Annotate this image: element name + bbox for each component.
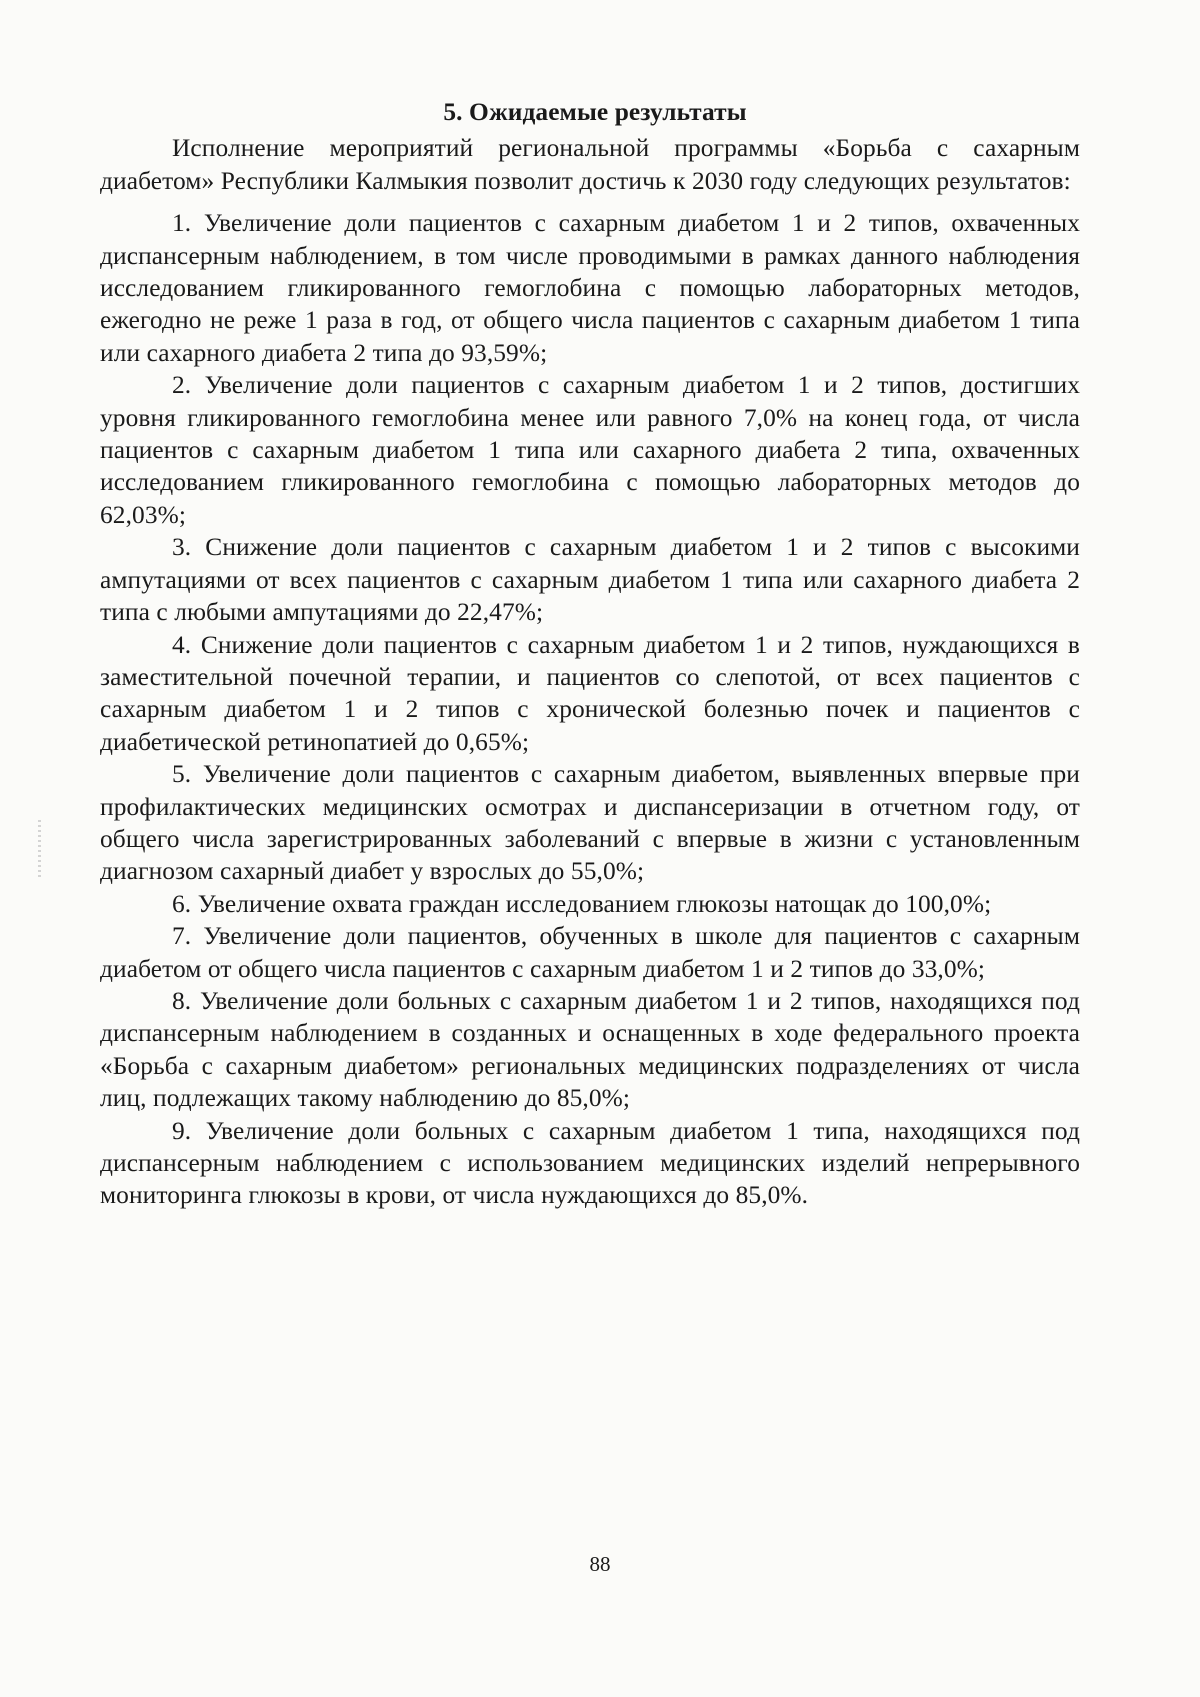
page-number: 88 — [589, 1552, 611, 1576]
intro-paragraph: Исполнение мероприятий региональной программы «Борьба с сахарным диабетом» Республики Калмыкия позволит достичь к 2030 году следующих результатов: — [100, 134, 1080, 195]
result-item-4: 4. Снижение доли пациентов с сахарным диабетом 1 и 2 типов, нуждающихся в заместительной почечной терапии, и пациентов со слепотой, от всех пациентов с сахарным диабетом 1 и 2 типов с хронической болезнью почек и пациентов с диабетической ретинопатией до 0,65%; — [100, 630, 1080, 756]
section-body — [100, 96, 1080, 1212]
result-item-3: 3. Снижение доли пациентов с сахарным диабетом 1 и 2 типов с высокими ампутациями от всех пациентов с сахарным диабетом 1 типа или сахарного диабета 2 типа с любыми ампутациями до 22,47%; — [100, 533, 1080, 627]
result-item-5: 5. Увеличение доли пациентов с сахарным диабетом, выявленных впервые при профилактических медицинских осмотрах и диспансеризации в отчетном году, от общего числа зарегистрированных заболеваний с впервые в жизни с установленным диагнозом сахарный диабет у взрослых до 55,0%; — [100, 760, 1080, 886]
scan-artifact — [38, 820, 41, 880]
result-item-6: 6. Увеличение охвата граждан исследованием глюкозы натощак до 100,0%; — [172, 889, 992, 918]
section-heading: 5. Ожидаемые результаты — [443, 98, 747, 126]
result-item-7: 7. Увеличение доли пациентов, обученных в школе для пациентов с сахарным диабетом от общего числа пациентов с сахарным диабетом 1 и 2 типов до 33,0%; — [100, 922, 1080, 983]
result-item-8: 8. Увеличение доли больных с сахарным диабетом 1 и 2 типов, находящихся под диспансерным наблюдением в созданных и оснащенных в ходе федерального проекта «Борьба с сахарным диабетом» региональных медицинских подразделениях от числа лиц, подлежащих такому наблюдению до 85,0%; — [100, 986, 1080, 1113]
result-item-9: 9. Увеличение доли больных с сахарным диабетом 1 типа, находящихся под диспансерным наблюдением с использованием медицинских изделий непрерывного мониторинга глюкозы в крови, от числа нуждающихся до 85,0%. — [100, 1116, 1080, 1210]
result-item-2: 2. Увеличение доли пациентов с сахарным диабетом 1 и 2 типов, достигших уровня гликированного гемоглобина менее или равного 7,0% на конец года, от числа пациентов с сахарным диабетом 1 типа или сахарного диабета 2 типа, охваченных исследованием гликированного гемоглобина с помощью лабораторных методов до 62,03%; — [100, 371, 1080, 529]
result-item-1: 1. Увеличение доли пациентов с сахарным диабетом 1 и 2 типов, охваченных диспансерным наблюдением, в том числе проводимыми в рамках данного наблюдения исследованием гликированного гемоглобина с помощью лабораторных методов, ежегодно не реже 1 раза в год, от общего числа пациентов с сахарным диабетом 1 типа или сахарного диабета 2 типа до 93,59%; — [100, 209, 1080, 367]
